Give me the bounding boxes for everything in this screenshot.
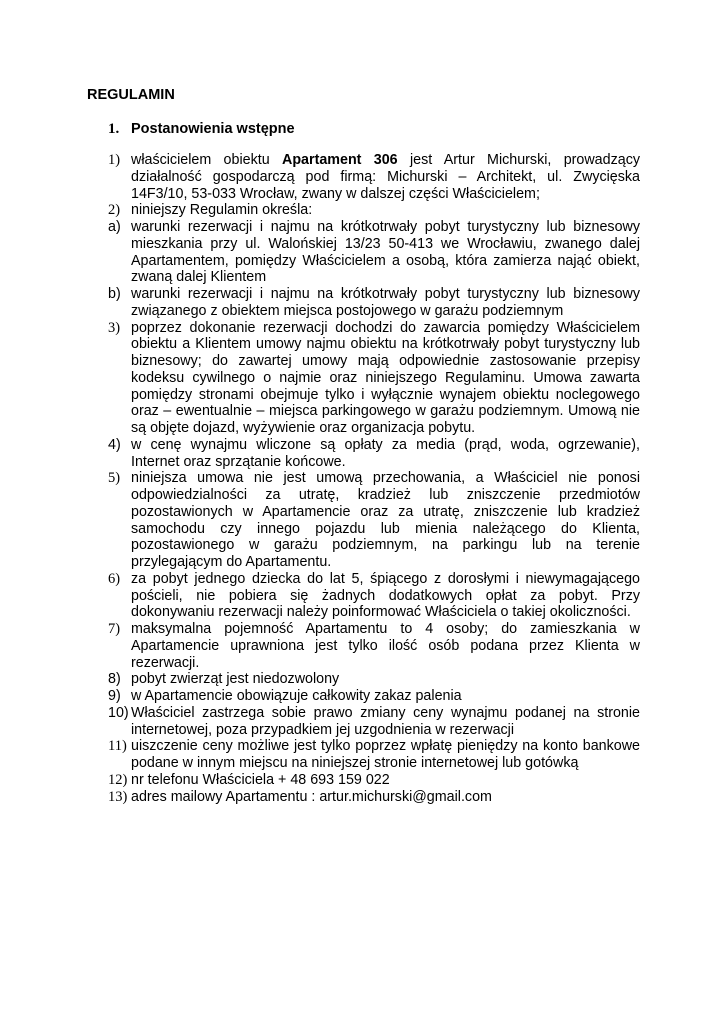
item-marker: 4) [108, 436, 121, 453]
item-marker: b) [108, 286, 121, 302]
item-text: Właściciel zastrzega sobie prawo zmiany ceny wynajmu podanej na stronie internetowej, poza przypadkiem jej uzgodnienia w rezerwacji [131, 704, 640, 738]
section-heading [108, 121, 295, 138]
item-text: maksymalna pojemność Apartamentu to 4 osoby; do zamieszkania w Apartamencie uprawniona jest tylko ilość osób podana przez Klienta w rezerwacji. [131, 621, 640, 671]
item-text: adres mailowy Apartamentu : artur.michurski@gmail.com [131, 788, 492, 805]
item-text: pobyt zwierząt jest niedozwolony [131, 671, 340, 688]
list-item [108, 671, 640, 688]
regulation-list [108, 152, 640, 805]
item-marker: a) [108, 219, 121, 235]
item-text: nr telefonu Właściciela + 48 693 159 022 [131, 771, 390, 788]
item-text: warunki rezerwacji i najmu na krótkotrwały pobyt turystyczny lub biznesowy związanego z obiektem miejsca postojowego w garażu podziemnym [131, 286, 640, 319]
list-item [108, 286, 640, 320]
item-marker: 2) [108, 202, 121, 219]
section-title: Postanowienia wstępne [131, 121, 295, 137]
item-marker: 12) [108, 771, 128, 788]
list-item [108, 470, 640, 571]
list-item [108, 320, 640, 437]
item-text: niniejszy Regulamin określa: [131, 202, 313, 219]
item-marker: 11) [108, 738, 127, 755]
item-marker: 9) [108, 688, 121, 704]
document-title: REGULAMIN [87, 87, 175, 103]
item-text: właścicielem obiektu Apartament 306 jest Artur Michurski, prowadzący działalność gospodarczą pod firmą: Michurski – Architekt, ul. Zwycięska 14F3/10, 53-033 Wrocław, zwany w dalszej części Właścicielem; [131, 152, 640, 202]
item-marker: 13) [108, 788, 128, 805]
section-number: 1. [108, 121, 120, 137]
item-marker: 1) [108, 152, 121, 168]
item-marker: 7) [108, 621, 121, 637]
list-item [108, 152, 640, 202]
item-marker: 8) [108, 671, 121, 688]
list-item [108, 571, 640, 621]
list-item [108, 219, 640, 286]
list-item [108, 772, 640, 789]
list-item [108, 437, 640, 471]
list-item [108, 738, 640, 772]
item-text: uiszczenie ceny możliwe jest tylko poprzez wpłatę pieniędzy na konto bankowe podane w innym miejscu na niniejszej stronie internetowej lub gotówką [131, 738, 640, 771]
list-item [108, 621, 640, 671]
apartment-name: Apartament 306 [282, 152, 398, 168]
list-item [108, 202, 640, 219]
item-marker: 5) [108, 470, 121, 487]
list-item [108, 705, 640, 739]
item-text: w Apartamencie obowiązuje całkowity zakaz palenia [131, 688, 462, 704]
item-marker: 10) [108, 704, 129, 721]
item-text: warunki rezerwacji i najmu na krótkotrwały pobyt turystyczny lub biznesowy mieszkania przy ul. Walońskiej 13/23 50-413 we Wrocławiu, zwanego dalej Apartamentem, pomiędzy Właścicielem a osobą, która zamierza nająć obiekt, zwaną dalej Klientem [131, 219, 640, 286]
item-marker: 6) [108, 570, 121, 587]
item-marker: 3) [108, 319, 121, 336]
item-text: poprzez dokonanie rezerwacji dochodzi do zawarcia pomiędzy Właścicielem obiektu a Klientem umowy najmu obiektu na krótkotrwały pobyt turystyczny lub biznesowy; do zawartej umowy mają odpowiednie zastosowanie przepisy kodeksu cywilnego o najmie oraz niniejszego Regulaminu. Umowa zawarta pomiędzy stronami obejmuje tylko i wyłącznie wynajem obiektu noclegowego oraz – ewentualnie – miejsca parkingowego w garażu podziemnym. Umową nie są objęte dojazd, wyżywienie oraz organizacja pobytu. [131, 319, 640, 436]
item-text: niniejsza umowa nie jest umową przechowania, a Właściciel nie ponosi odpowiedzialności za utratę, kradzież lub zniszczenie przedmiotów pozostawionych w Apartamencie oraz za utratę, zniszczenie lub kradzież samochodu czy innego pojazdu lub mienia należącego do Klienta, pozostawionego w garażu podziemnym, na parkingu lub na terenie przylegającym do Apartamentu. [131, 470, 640, 570]
item-text: za pobyt jednego dziecka do lat 5, śpiącego z dorosłymi i niewymagającego pościeli, nie pobiera się żadnych dodatkowych opłat za pobyt. Przy dokonywaniu rezerwacji należy poinformować Właściciela o takiej okoliczności. [131, 570, 640, 621]
list-item [108, 688, 640, 705]
item-text: w cenę wynajmu wliczone są opłaty za media (prąd, woda, ogrzewanie), Internet oraz sprzątanie końcowe. [131, 436, 640, 470]
list-item [108, 789, 640, 806]
